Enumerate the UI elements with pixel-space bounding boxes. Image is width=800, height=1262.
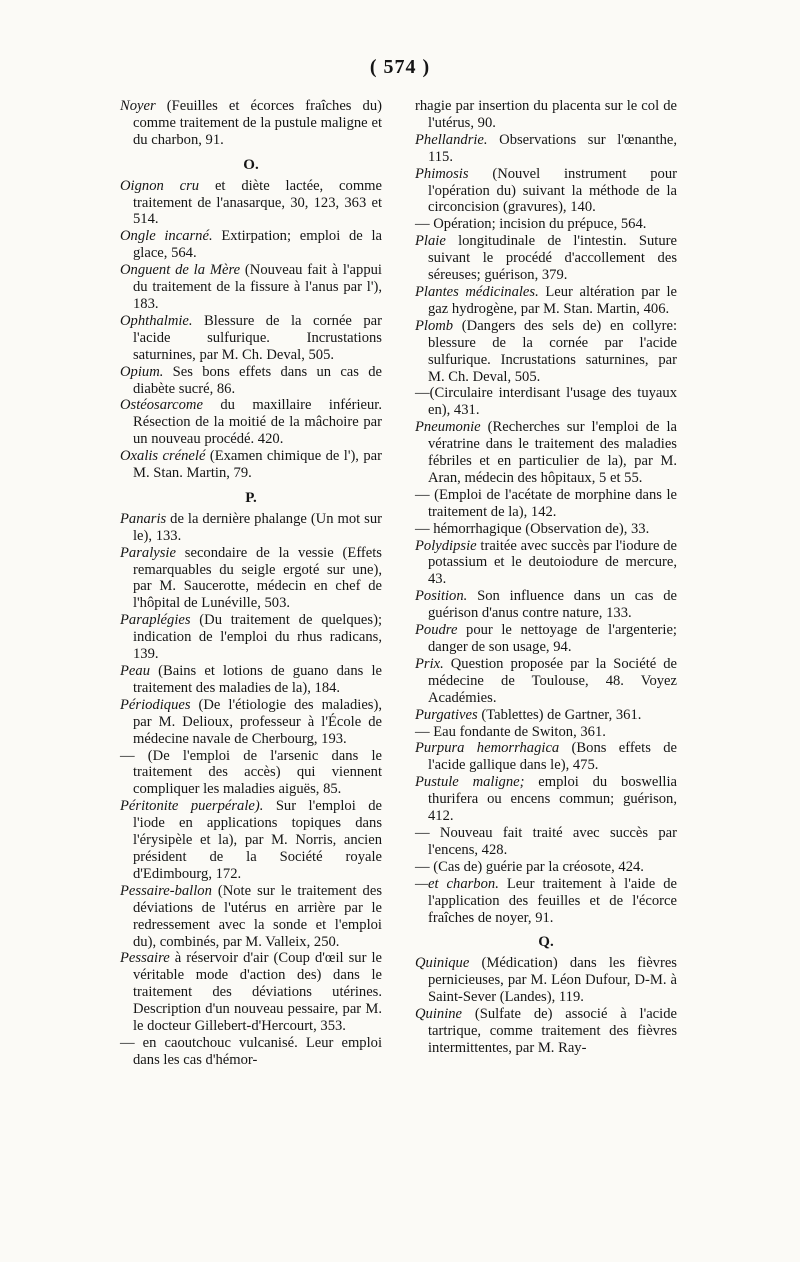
index-term: Paraplégies (120, 612, 191, 629)
index-text: Ses bons effets dans un cas de diabète sucré, 86. (133, 363, 382, 397)
index-term: Position. (415, 588, 468, 605)
index-term: Ophthalmie. (120, 312, 193, 329)
index-text: rhagie par insertion du placenta sur le col de l'utérus, 90. (415, 98, 677, 131)
index-entry (415, 521, 677, 538)
index-text: (Tablettes) de Gartner, 361. (477, 706, 642, 723)
index-text: emploi du boswellia thurifera ou encens commun; guérison, 412. (428, 774, 677, 825)
index-text: (Nouveau fait à l'appui du traitement de la fissure à l'anus par l'), 183. (133, 262, 382, 312)
index-term: Polydipsie (415, 537, 477, 554)
index-term: Purgatives (415, 706, 478, 723)
index-term: Pessaire (120, 950, 170, 967)
index-text: (Bains et lotions de guano dans le traitement des maladies de la), 184. (133, 663, 382, 696)
index-entry (415, 233, 677, 284)
index-text: Observations sur l'œnanthe, 115. (428, 131, 677, 165)
index-text: — en caoutchouc vulcanisé. Leur emploi dans les cas d'hémor- (120, 1034, 382, 1068)
index-entry (120, 663, 382, 697)
index-term: Prix. (415, 655, 444, 672)
index-entry (120, 511, 382, 545)
index-entry (415, 825, 677, 859)
index-entry (120, 798, 382, 883)
index-text: secondaire de la vessie (Effets remarquables du seigle ergoté sur une), par M. Saucerotte, médecin en chef de l'hôpital de Lunéville, 503. (133, 544, 382, 612)
index-entry (415, 1006, 677, 1057)
index-term: Phellandrie. (415, 131, 488, 148)
section-letter: O. (243, 156, 259, 173)
index-text: (Bons effets de l'acide gallique dans le), 475. (428, 740, 677, 774)
index-text: traitée avec succès par l'iodure de potassium et le deutoiodure de mercure, 43. (428, 537, 677, 588)
section-letter: Q. (538, 934, 554, 951)
index-entry (415, 656, 677, 707)
index-column-left (120, 98, 382, 1069)
index-text: — Eau fondante de Switon, 361. (415, 723, 606, 740)
index-text: (Sulfate de) associé à l'acide tartrique, comme traitement des fièvres intermittentes, par M. Ray- (428, 1006, 677, 1056)
page-number: ( 574 ) (369, 56, 431, 78)
index-text: Extirpation; emploi de la glace, 564. (133, 228, 382, 262)
index-term: Oignon cru (120, 177, 200, 194)
index-term: Plaie (415, 233, 446, 250)
index-text: (Examen chimique de l'), par M. Stan. Martin, 79. (133, 448, 382, 482)
index-entry (415, 284, 677, 318)
index-entry (415, 419, 677, 487)
index-text: pour le nettoyage de l'argenterie; danger de son usage, 94. (428, 622, 677, 655)
index-text: (Nouvel instrument pour l'opération du) suivant la méthode de la circoncision (gravures), 140. (428, 165, 677, 216)
index-entry (415, 166, 677, 217)
index-entry (415, 538, 677, 589)
index-entry (120, 262, 382, 313)
index-term: Panaris (120, 510, 167, 527)
index-term: Noyer (120, 98, 156, 114)
index-entry (415, 216, 677, 233)
index-entry (415, 774, 677, 825)
index-entry (120, 950, 382, 1035)
index-entry (120, 697, 382, 748)
index-term: Quinine (415, 1006, 463, 1023)
index-text: — (Cas de) guérie par la créosote, 424. (415, 858, 644, 875)
index-entry (415, 622, 677, 656)
index-entry (415, 487, 677, 521)
index-term: Plomb (415, 317, 454, 334)
index-entry (415, 707, 677, 724)
index-text: — Nouveau fait traité avec succès par l'encens, 428. (415, 824, 677, 858)
index-term: Périodiques (120, 696, 191, 713)
index-entry (415, 132, 677, 166)
index-term: Oxalis crénelé (120, 448, 206, 465)
index-text: (Recherches sur l'emploi de la vératrine dans le traitement des maladies fébriles et en particulier de la), par M. Aran, médecin des hôpitaux, 5 et 55. (428, 419, 677, 486)
index-term: —et charbon. (415, 875, 499, 892)
index-text: Blessure de la cornée par l'acide sulfurique. Incrustations saturnines, par M. Ch. Deval, 505. (133, 312, 382, 363)
section-letter: P. (245, 489, 257, 506)
index-term: Quinique (415, 955, 470, 972)
index-entry (120, 364, 382, 398)
index-term: Onguent de la Mère (120, 262, 241, 279)
index-text: (Dangers des sels de) en collyre: blessure de la cornée par l'acide sulfurique. Incrustations saturnines, par M. Ch. Deval, 505. (428, 317, 677, 385)
index-term: Plantes médicinales. (415, 283, 539, 300)
index-term: Opium. (120, 363, 164, 380)
index-text: à réservoir d'air (Coup d'œil sur le véritable mode d'action des) dans le traitement des déviations utérines. Description d'un nouveau pessaire, par M. le docteur Gillebert-d'Hercourt, 353. (133, 950, 382, 1035)
index-text: Sur l'emploi de l'iode en applications topiques dans l'érysipèle et la), par M. Norris, ancien président de la Société royale d'Edimbourg, 172. (133, 798, 382, 882)
index-entry (120, 883, 382, 951)
index-text: (De l'étiologie des maladies), par M. Delioux, professeur à l'École de médecine navale de Cherbourg, 193. (133, 696, 382, 747)
index-term: Purpura hemorrhagica (415, 740, 560, 757)
index-entry (415, 724, 677, 741)
index-entry (120, 1035, 382, 1069)
index-term: Pustule maligne; (415, 774, 525, 791)
index-text: et diète lactée, comme traitement de l'anasarque, 30, 123, 363 et 514. (133, 177, 383, 228)
index-text: — hémorrhagique (Observation de), 33. (415, 520, 650, 537)
index-term: Pneumonie (415, 419, 481, 436)
index-entry (415, 955, 677, 1006)
index-entry (120, 98, 382, 149)
index-text: Leur traitement à l'aide de l'application des feuilles et de l'écorce fraîches de noyer, 91. (428, 875, 677, 926)
index-entry (120, 448, 382, 482)
index-text: Son influence dans un cas de guérison d'anus contre nature, 133. (428, 588, 677, 622)
index-entry (415, 876, 677, 927)
index-entry (415, 318, 677, 386)
index-term: Peau (120, 663, 150, 679)
index-text: (Du traitement de quelques); indication de l'emploi du rhus radicans, 139. (133, 612, 382, 663)
index-entry (415, 98, 677, 132)
index-text: (Feuilles et écorces fraîches du) comme traitement de la pustule maligne et du charbon, 91. (133, 98, 382, 148)
index-term: Péritonite puerpérale). (120, 798, 264, 815)
index-entry (120, 313, 382, 364)
index-term: Ostéosarcome (120, 397, 203, 414)
index-text: (Note sur le traitement des déviations de l'utérus en arrière par le redressement avec la sonde et l'emploi du), combinés, par M. Valleix, 250. (133, 882, 382, 950)
index-term: Poudre (415, 622, 458, 639)
index-text: —(Circulaire interdisant l'usage des tuyaux en), 431. (415, 385, 677, 419)
index-text: — (Emploi de l'acétate de morphine dans le traitement de la), 142. (415, 486, 677, 520)
index-text: longitudinale de l'intestin. Suture suivant le procédé d'accollement des séreuses; guérison, 379. (428, 233, 677, 284)
index-text: Leur altération par le gaz hydrogène, par M. Stan. Martin, 406. (428, 283, 678, 317)
index-entry (120, 545, 382, 613)
index-entry (120, 228, 382, 262)
index-term: Ongle incarné. (120, 228, 213, 245)
index-text: (Médication) dans les fièvres pernicieuses, par M. Léon Dufour, D-M. à Saint-Sever (Landes), 119. (428, 955, 677, 1006)
index-entry (120, 748, 382, 799)
index-entry (120, 178, 382, 229)
index-term: Phimosis (415, 165, 469, 182)
index-column-right (415, 98, 677, 1057)
index-term: Pessaire-ballon (120, 882, 212, 899)
index-text: Question proposée par la Société de médecine de Toulouse, 48. Voyez Académies. (428, 655, 677, 706)
index-entry (415, 385, 677, 419)
index-term: Paralysie (120, 544, 176, 561)
index-text: de la dernière phalange (Un mot sur le), 133. (133, 510, 382, 544)
index-entry (415, 588, 677, 622)
index-text: — Opération; incision du prépuce, 564. (415, 216, 647, 233)
index-entry (120, 612, 382, 663)
index-entry (415, 859, 677, 876)
index-entry (120, 397, 382, 448)
index-text: du maxillaire inférieur. Résection de la moitié de la mâchoire par un nouveau procédé. 420. (133, 397, 382, 448)
index-text: — (De l'emploi de l'arsenic dans le traitement des accès) qui viennent compliquer les maladies aiguës, 85. (120, 747, 382, 798)
index-entry (415, 740, 677, 774)
